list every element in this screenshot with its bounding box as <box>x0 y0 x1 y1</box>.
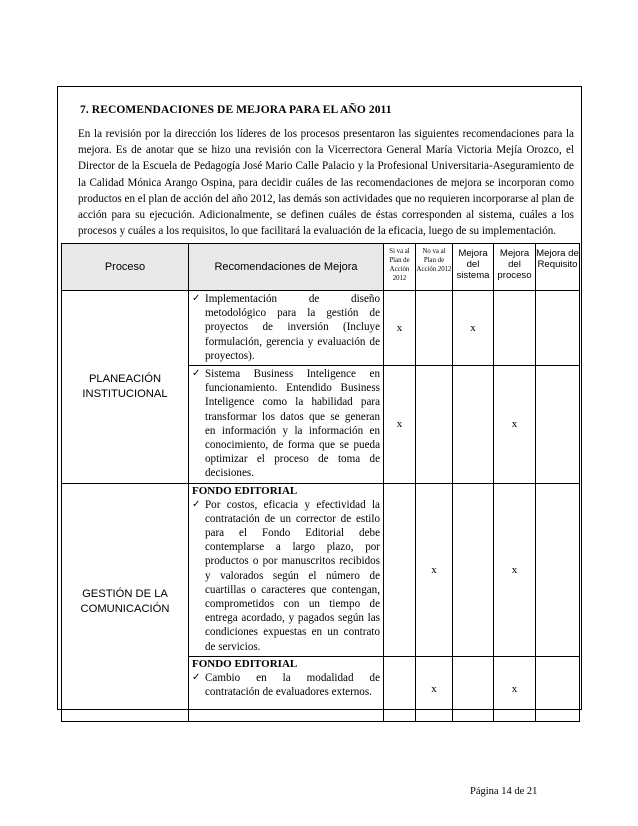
proceso-mark: x <box>494 483 536 656</box>
recommendation-cell: FONDO EDITORIAL ✓ Cambio en la modalidad de contratación de evaluadores externos. <box>189 656 384 721</box>
requisito-mark <box>536 656 580 721</box>
sistema-mark <box>453 366 494 484</box>
checkmark-icon: ✓ <box>192 293 201 304</box>
header-no-va: No va al Plan de Acción 2012 <box>416 244 453 291</box>
no-va-mark <box>416 366 453 484</box>
section-heading: 7. RECOMENDACIONES DE MEJORA PARA EL AÑO 2011 <box>80 104 392 116</box>
page-number: Página 14 de 21 <box>470 786 538 797</box>
si-va-mark: x <box>384 366 416 484</box>
header-mejora-requisito: Mejora de Requisito <box>536 244 580 291</box>
intro-paragraph: En la revisión por la dirección los líderes de los procesos presentaron las siguientes recomendaciones para la mejora. Es de anotar que se hizo una revisión con la Vicerrectora General María Victoria Mejía Orozco, el Director de la Escuela de Pedagogía José Mario Calle Palacio y la Profesional Universitaria-Aseguramiento de la Calidad Mónica Arango Ospina, para decidir cuáles de las recomendaciones de mejora se incorporan como productos en el plan de acción del año 2012, las demás son actividades que no requieren incorporarse al plan de acción para su ejecución. Adicionalmente, se definen cuáles de éstas corresponden al sistema, cuáles a los procesos y cuáles a los requisitos, lo que facilitará la evaluación de la eficacia, luego de su implementación. <box>78 128 574 238</box>
checkmark-icon: ✓ <box>192 498 201 510</box>
checkmark-icon: ✓ <box>192 671 201 683</box>
sistema-mark <box>453 656 494 721</box>
recommendation-cell: FONDO EDITORIAL ✓ Por costos, eficacia y efectividad la contratación de un corrector de estilo para el Fondo Editorial debe contemplarse a largo plazo, por productos o por manuscritos recibidos y valorados según el número de cuartillas o caracteres que contengan, comprometidos con un tiempo de entrega acordado, y pagados según las condiciones expuestas en un contrato de servicios. <box>189 483 384 656</box>
table-row <box>62 483 580 656</box>
si-va-mark: x <box>384 291 416 366</box>
recommendation-cell: ✓ Sistema Business Inteligence en funcionamiento. Entendido Business Inteligence como la habilidad para transformar los datos que se generan en información y la información en conocimiento, de forma que se pueda optimizar el proceso de toma de decisiones. <box>189 366 384 484</box>
no-va-mark <box>416 291 453 366</box>
proceso-mark <box>494 291 536 366</box>
proceso-mark: x <box>494 656 536 721</box>
sistema-mark: x <box>453 291 494 366</box>
requisito-mark <box>536 483 580 656</box>
si-va-mark <box>384 483 416 656</box>
recommendation-title: FONDO EDITORIAL <box>192 484 298 497</box>
proceso-mark: x <box>494 366 536 484</box>
recommendations-table <box>61 243 580 722</box>
recommendation-cell: ✓ Implementación de diseño metodológico para la gestión de proyectos de inversión (Incluye formulación, gerencia y evaluación de proyectos). <box>189 291 384 366</box>
header-mejora-proceso: Mejora del proceso <box>494 244 536 291</box>
no-va-mark: x <box>416 656 453 721</box>
header-si-va: Si va al Plan de Acción 2012 <box>384 244 416 291</box>
process-cell: GESTIÓN DE LA COMUNICACIÓN <box>62 483 189 721</box>
sistema-mark <box>453 483 494 656</box>
no-va-mark: x <box>416 483 453 656</box>
requisito-mark <box>536 366 580 484</box>
recommendation-title: FONDO EDITORIAL <box>192 657 298 670</box>
process-cell: PLANEACIÓN INSTITUCIONAL <box>62 291 189 484</box>
requisito-mark <box>536 291 580 366</box>
header-recomendaciones: Recomendaciones de Mejora <box>189 244 384 291</box>
header-proceso: Proceso <box>62 244 189 291</box>
table-row <box>62 291 580 366</box>
checkmark-icon: ✓ <box>192 368 201 380</box>
si-va-mark <box>384 656 416 721</box>
header-row <box>62 244 580 291</box>
header-mejora-sistema: Mejora del sistema <box>453 244 494 291</box>
